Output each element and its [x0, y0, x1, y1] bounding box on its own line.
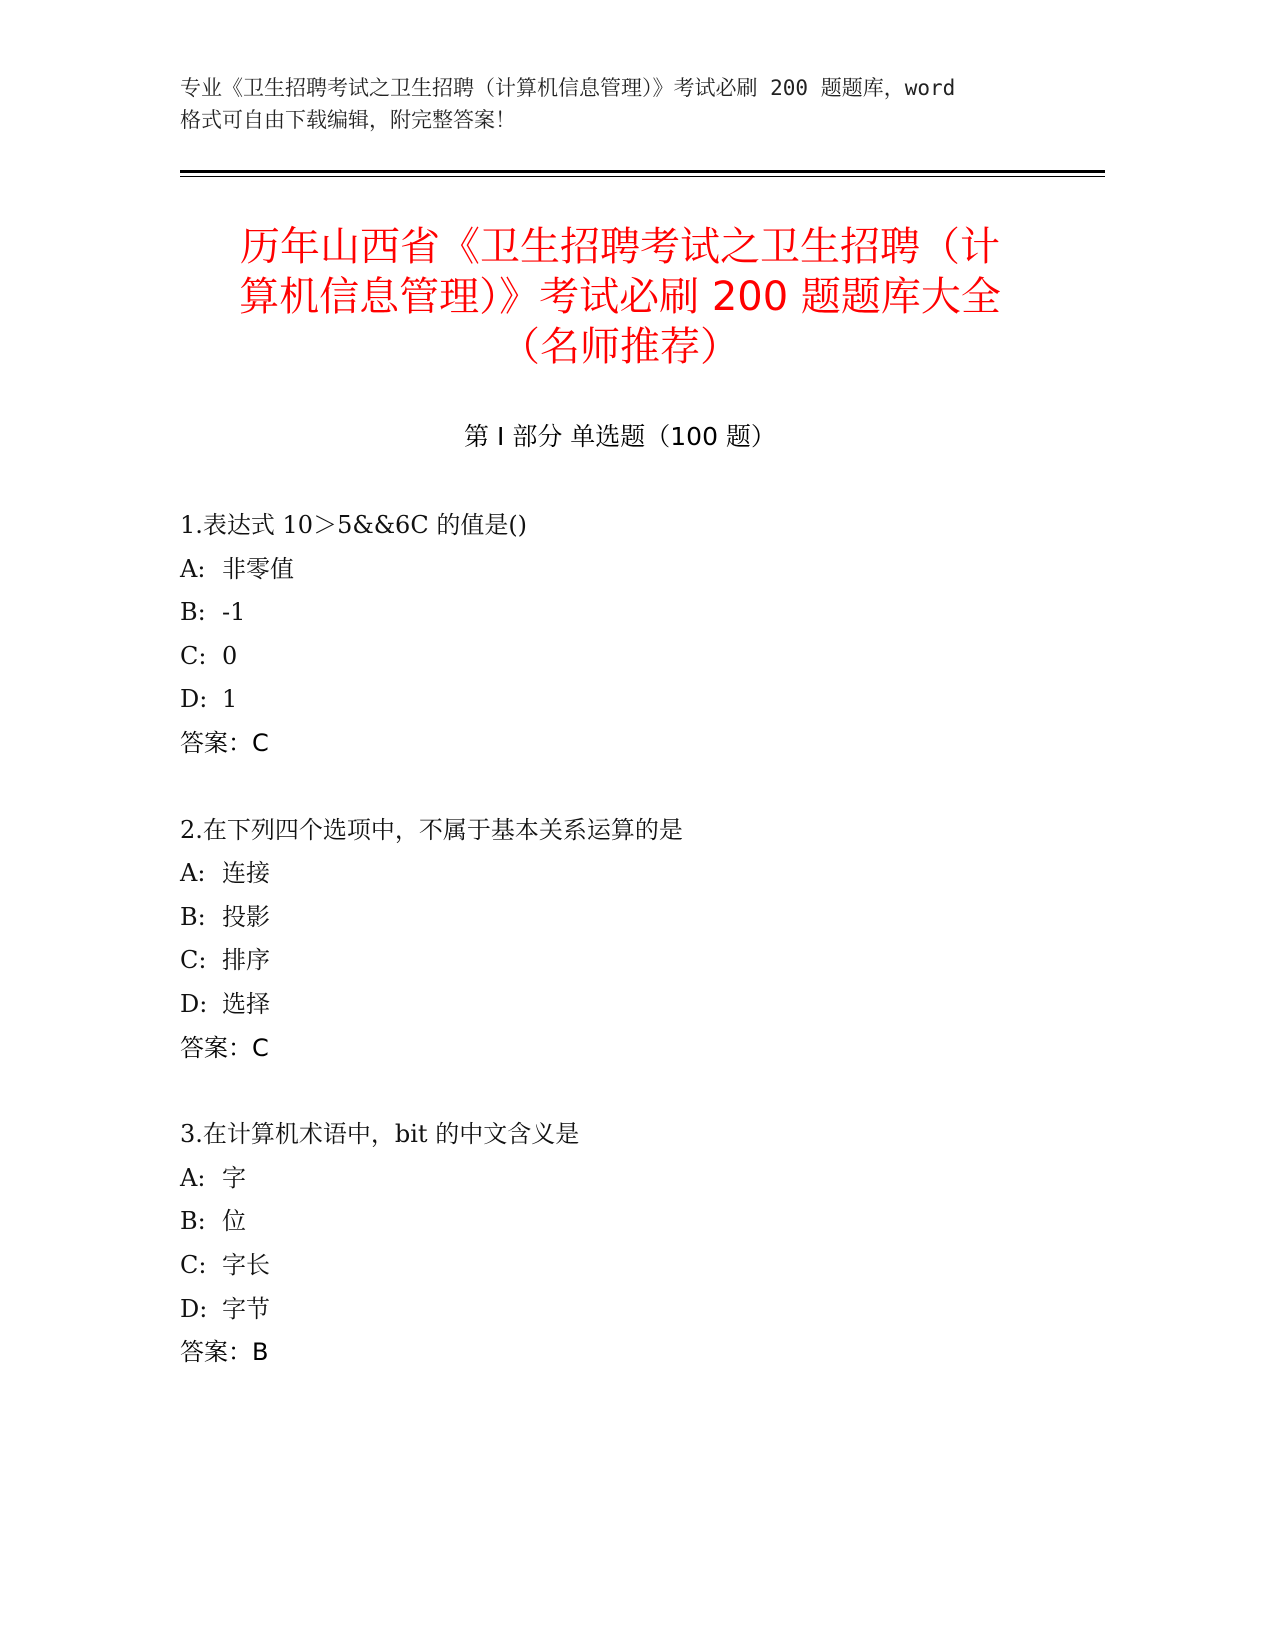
question-option: [180, 591, 1080, 635]
question-option: [180, 939, 1080, 983]
option-text: 投影: [222, 902, 270, 931]
question-answer: 答案：C: [180, 728, 269, 757]
question-item: [180, 1113, 1080, 1375]
question-option: [180, 852, 1080, 896]
option-key: D:: [180, 685, 208, 714]
document-title: [180, 222, 1060, 372]
document-header: [180, 72, 1050, 136]
option-text: 0: [222, 641, 238, 670]
question-item: [180, 504, 1080, 766]
option-key: B:: [180, 1207, 206, 1236]
question-option: [180, 896, 1080, 940]
question-option: [180, 635, 1080, 679]
question-answer: 答案：B: [180, 1338, 269, 1367]
question-stem: 2.在下列四个选项中，不属于基本关系运算的是: [180, 815, 683, 844]
option-key: C:: [180, 946, 207, 975]
option-text: 排序: [222, 946, 270, 975]
question-stem: 1.表达式 10＞5&&6C 的值是(): [180, 511, 528, 539]
option-key: B:: [180, 598, 206, 627]
question-option: [180, 1157, 1080, 1201]
question-option: [180, 983, 1080, 1027]
question-option: [180, 1200, 1080, 1244]
option-key: A:: [180, 859, 206, 888]
option-text: -1: [222, 598, 246, 627]
header-divider-thick: [180, 170, 1105, 173]
header-line-2: 格式可自由下载编辑，附完整答案！: [180, 108, 516, 132]
option-text: 连接: [222, 859, 270, 888]
option-key: C:: [180, 641, 207, 670]
title-line-2: 算机信息管理）》考试必刷 200 题题库大全: [239, 274, 1001, 320]
header-divider-thin: [180, 176, 1105, 177]
question-answer: 答案：C: [180, 1033, 269, 1062]
question-list: [180, 504, 1080, 1418]
question-option: [180, 548, 1080, 592]
option-key: D:: [180, 1294, 208, 1323]
option-text: 位: [222, 1207, 246, 1236]
header-line-1: 专业《卫生招聘考试之卫生招聘（计算机信息管理）》考试必刷 200 题题库，word: [180, 76, 956, 100]
question-option: [180, 678, 1080, 722]
option-text: 字长: [222, 1250, 270, 1279]
question-stem: 3.在计算机术语中，bit 的中文含义是: [180, 1120, 580, 1149]
option-text: 字节: [222, 1294, 270, 1323]
title-line-3: （名师推荐）: [500, 324, 740, 370]
section-title: 第 I 部分 单选题（100 题）: [464, 422, 776, 451]
option-key: A:: [180, 1163, 206, 1192]
question-option: [180, 1244, 1080, 1288]
title-line-1: 历年山西省《卫生招聘考试之卫生招聘（计: [240, 224, 1000, 270]
question-option: [180, 1288, 1080, 1332]
option-key: D:: [180, 989, 208, 1018]
question-item: [180, 809, 1080, 1071]
option-text: 1: [222, 685, 238, 714]
option-key: A:: [180, 554, 206, 583]
option-text: 字: [222, 1163, 246, 1192]
option-key: B:: [180, 902, 206, 931]
option-text: 选择: [222, 989, 270, 1018]
option-text: 非零值: [222, 554, 294, 583]
option-key: C:: [180, 1250, 207, 1279]
